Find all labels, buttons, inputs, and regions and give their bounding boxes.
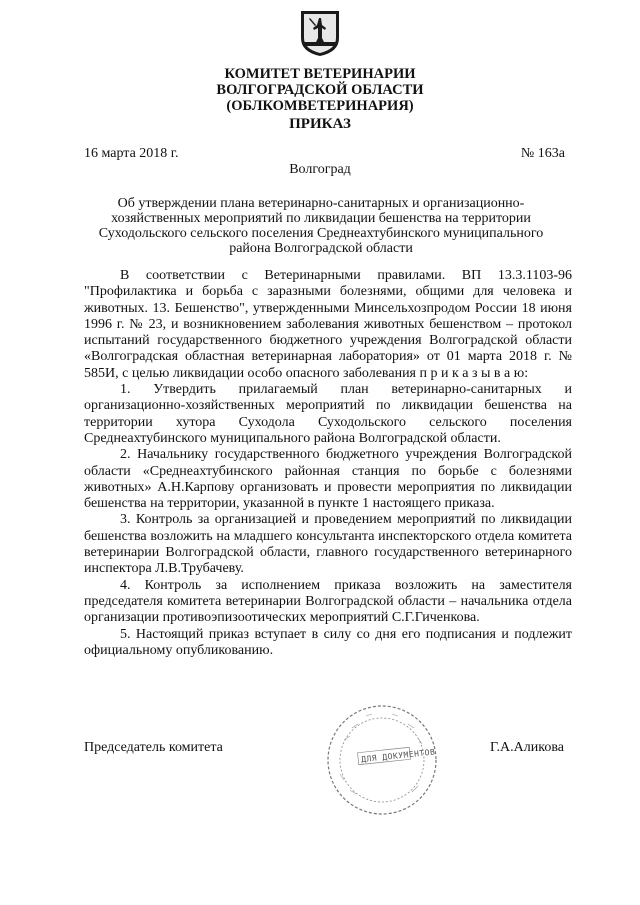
order-item-2: 2. Начальнику государственного бюджетного учреждения Волгоградской области «Среднеахтубинского районная станция по борьбе с болезнями животных» А.Н.Карпову организовать и провести мероприятия по ликвидации бешенства на территории, указанной в пункте 1 настоящего приказа. xyxy=(84,447,572,512)
coat-of-arms-icon xyxy=(298,8,342,58)
document-number: № 163а xyxy=(520,146,565,161)
subject-line-3: Суходольского сельского поселения Среднеахтубинского муниципального xyxy=(98,226,544,241)
document-body xyxy=(84,268,572,659)
subject-line-2: хозяйственных мероприятий по ликвидации бешенства на территории xyxy=(111,211,531,226)
signer-name: Г.А.Аликова xyxy=(490,740,564,755)
document-subject xyxy=(82,196,560,256)
signer-position: Председатель комитета xyxy=(84,740,223,755)
organization-name xyxy=(0,66,640,114)
stamp-text: ДЛЯ ДОКУМЕНТОВ xyxy=(360,747,436,765)
org-line-2: ВОЛГОГРАДСКОЙ ОБЛАСТИ xyxy=(216,82,424,98)
order-item-4: 4. Контроль за исполнением приказа возложить на заместителя председателя комитета ветеринарии Волгоградской области – начальника отдела организации противоэпизоотических мероприятий С.Г.Гиченкова. xyxy=(84,577,572,626)
org-line-1: КОМИТЕТ ВЕТЕРИНАРИИ xyxy=(224,66,416,82)
order-item-1: 1. Утвердить прилагаемый план ветеринарно-санитарных и организационно-хозяйственных мероприятий по ликвидации бешенства на территории хутора Суходола Суходольского сельского поселения Среднеахтубинского муниципального района Волгоградской области. xyxy=(84,382,572,446)
order-item-3: 3. Контроль за организацией и проведением мероприятий по ликвидации бешенства возложить на младшего консультанта инспекторского отдела комитета ветеринарии Волгоградской области, главного государственного ветеринарного инспектора Л.В.Трубачеву. xyxy=(84,512,572,577)
document-city: Волгоград xyxy=(289,162,351,177)
subject-line-1: Об утверждении плана ветеринарно-санитарных и организационно- xyxy=(117,196,525,211)
subject-line-4: района Волгоградской области xyxy=(229,241,413,256)
order-item-5: 5. Настоящий приказ вступает в силу со дня его подписания и подлежит официальному опубликованию. xyxy=(84,626,572,658)
org-line-3: (ОБЛКОМВЕТЕРИНАРИЯ) xyxy=(226,98,414,114)
preamble-paragraph: В соответствии с Ветеринарными правилами. ВП 13.3.1103-96 "Профилактика и борьба с заразными болезнями, общими для человека и животных. 13. Бешенство", утвержденными Минсельхозпродом России 18 июня 1996 г. № 23, и возникновением заболевания животных бешенством – протокол испытаний государственного бюджетного учреждения Волгоградской области «Волгоградская областная ветеринарная лаборатория» от 01 марта 2018 г. № 585И, с целью ликвидации особо опасного заболевания п р и к а з ы в а ю: xyxy=(84,268,572,381)
document-type: ПРИКАЗ xyxy=(289,116,351,132)
document-date: 16 марта 2018 г. xyxy=(84,146,179,161)
